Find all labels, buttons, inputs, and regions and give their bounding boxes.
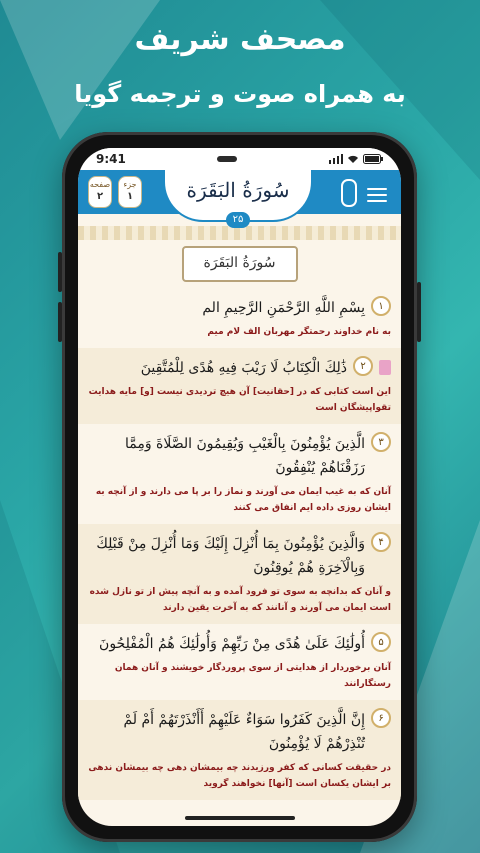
- verse-arabic: [88, 632, 391, 656]
- power-button: [417, 282, 421, 342]
- juz-pill[interactable]: [118, 176, 142, 208]
- verse-translation: در حقیقت کسانی که کفر ورزیدند چه بیمشان دهی چه بیمشان ندهی بر ایشان یکسان است [آنها] نخواهند گروید: [88, 763, 391, 789]
- volume-button: [58, 252, 62, 292]
- verse-text: بِسْمِ اللَّهِ الرَّحْمَنِ الرَّحِيمِ الم: [202, 300, 365, 316]
- verse-text: وَالَّذِينَ يُؤْمِنُونَ بِمَا أُنْزِلَ إِلَيْكَ وَمَا أُنْزِلَ مِنْ قَبْلِكَ وَبِالْآخِرَةِ هُمْ يُوقِنُونَ: [96, 536, 365, 576]
- verse-item[interactable]: [78, 624, 401, 700]
- signal-icon: [329, 154, 343, 164]
- verse-arabic: [88, 296, 391, 320]
- verse-item[interactable]: [78, 700, 401, 800]
- menu-icon[interactable]: [367, 184, 387, 206]
- verse-translation: آنان که به غیب ایمان می آورند و نماز را بر پا می دارند و از آنچه به ایشان روزی داده ایم انفاق می کنند: [95, 487, 391, 513]
- verse-arabic: [88, 532, 391, 580]
- page-pill-value: ۲: [96, 191, 104, 202]
- surah-title-frame: سُورَةُ البَقَرَة: [182, 246, 298, 282]
- page-number-badge: ۲۵: [226, 212, 250, 228]
- promo-subtitle: به همراه صوت و ترجمه گویا: [74, 80, 406, 108]
- verse-number-icon: ۴: [371, 532, 391, 552]
- surah-banner: سُورَةُ البَقَرَة: [163, 170, 313, 222]
- verse-item[interactable]: [78, 288, 401, 348]
- verse-arabic: [88, 432, 391, 480]
- camera-notch: [217, 156, 237, 162]
- wifi-icon: [347, 154, 359, 164]
- verse-arabic: [88, 356, 391, 380]
- promo-title: مصحف شریف: [134, 22, 346, 57]
- juz-pill-label: جزء: [123, 180, 137, 189]
- verse-number-icon: ۳: [371, 432, 391, 452]
- phone-frame: [62, 132, 417, 842]
- status-icons: [329, 154, 383, 164]
- app-screen: [78, 148, 401, 826]
- verse-text: ذَٰلِكَ الْكِتَابُ لَا رَيْبَ فِيهِ هُدًى لِلْمُتَّقِينَ: [140, 360, 347, 376]
- verse-text: أُولَٰئِكَ عَلَىٰ هُدًى مِنْ رَبِّهِمْ وَأُولَٰئِكَ هُمُ الْمُفْلِحُونَ: [99, 636, 365, 652]
- verse-number-icon: ۶: [371, 708, 391, 728]
- verse-list: [78, 288, 401, 800]
- verse-number-icon: ۵: [371, 632, 391, 652]
- page-pill[interactable]: [88, 176, 112, 208]
- verse-translation: این است کتابی که در [حقانیت] آن هیچ تردیدی نیست [و] مایه هدایت تقواپیشگان است: [88, 387, 391, 413]
- verse-item[interactable]: [78, 348, 401, 424]
- verse-text: إِنَّ الَّذِينَ كَفَرُوا سَوَاءٌ عَلَيْهِمْ أَأَنْذَرْتَهُمْ أَمْ لَمْ تُنْذِرْهُمْ لَا يُؤْمِنُونَ: [123, 712, 365, 752]
- page-pill-label: صفحه: [89, 180, 111, 189]
- status-time: 9:41: [96, 152, 126, 166]
- note-icon[interactable]: [379, 360, 391, 375]
- verse-number-icon: ۲: [353, 356, 373, 376]
- verse-translation: به نام خداوند رحمتگر مهربان الف لام میم: [207, 327, 391, 337]
- juz-pill-value: ۱: [126, 191, 134, 202]
- app-bar: [78, 170, 401, 225]
- verse-translation: و آنان که بدانچه به سوی تو فرود آمده و به آنچه پیش از تو نازل شده است ایمان می آورند و آنانند که به آخرت یقین دارند: [89, 587, 391, 613]
- verse-item[interactable]: [78, 424, 401, 524]
- battery-icon: [363, 154, 383, 164]
- verse-arabic: [88, 708, 391, 756]
- volume-button: [58, 302, 62, 342]
- status-bar: [78, 148, 401, 170]
- audio-player-icon[interactable]: [341, 179, 357, 207]
- verse-translation: آنان برخوردار از هدایتی از سوی پروردگار خویشند و آنان همان رستگارانند: [114, 663, 391, 689]
- decorative-border: [78, 226, 401, 240]
- verse-number-icon: ۱: [371, 296, 391, 316]
- home-indicator[interactable]: [185, 816, 295, 820]
- verse-item[interactable]: [78, 524, 401, 624]
- verse-text: الَّذِينَ يُؤْمِنُونَ بِالْغَيْبِ وَيُقِيمُونَ الصَّلَاةَ وَمِمَّا رَزَقْنَاهُمْ يُنْفِقُونَ: [124, 436, 365, 476]
